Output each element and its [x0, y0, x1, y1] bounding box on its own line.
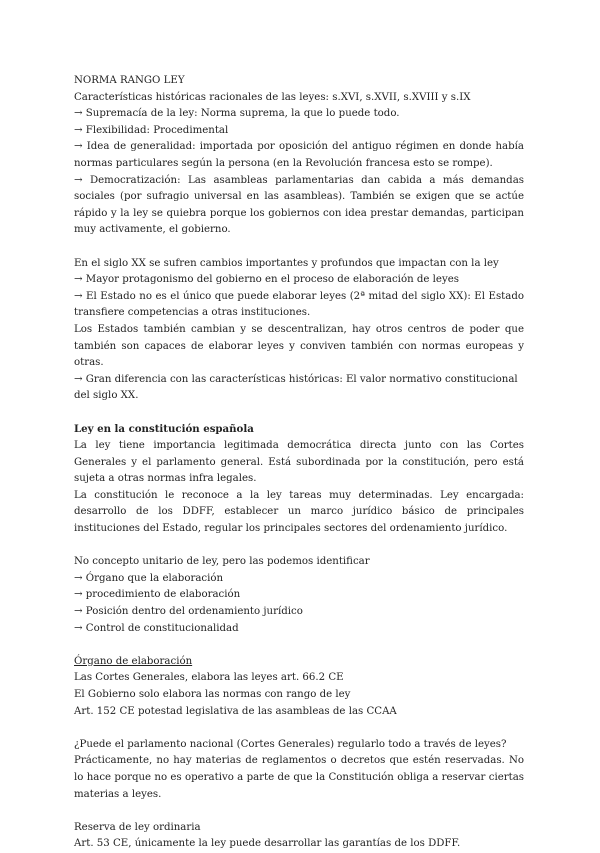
paragraph: Art. 152 CE potestad legislativa de las asambleas de las CCAA: [74, 705, 397, 717]
paragraph: La ley tiene importancia legitimada democrática directa junto con las Cortes Generales y el parlamento general. Está subordinada por la constitución, pero está sujeta a otras normas infra legales.: [74, 440, 524, 485]
list-item: → Posición dentro del ordenamiento jurídico: [74, 606, 303, 617]
section-heading: Órgano de elaboración: [74, 655, 193, 667]
paragraph: Las Cortes Generales, elabora las leyes art. 66.2 CE: [74, 672, 344, 684]
paragraph: No concepto unitario de ley, pero las podemos identificar: [74, 556, 370, 568]
question: ¿Puede el parlamento nacional (Cortes Generales) regularlo todo a través de leyes?: [74, 738, 507, 750]
list-item: → Supremacía de la ley: Norma suprema, la que lo puede todo.: [74, 108, 400, 120]
list-item: → El Estado no es el único que puede elaborar leyes (2ª mitad del siglo XX): El Estado transfiere competencias a otras instituciones.: [74, 290, 524, 319]
paragraph: El Gobierno solo elabora las normas con rango de ley: [74, 688, 351, 700]
section-heading: Reserva de ley ordinaria: [74, 821, 201, 833]
paragraph: Características históricas racionales de las leyes: s.XVI, s.XVII, s.XVIII y s.IX: [74, 91, 471, 103]
paragraph: En el siglo XX se sufren cambios importantes y profundos que impactan con la ley: [74, 257, 499, 269]
list-item: → Control de constitucionalidad: [74, 622, 239, 634]
list-item: → Mayor protagonismo del gobierno en el proceso de elaboración de leyes: [74, 274, 459, 286]
paragraph: La constitución le reconoce a la ley tareas muy determinadas. Ley encargada: desarrollo de los DDFF, establecer un marco jurídico básico de principales instituciones del Estado, regular los principales sectores del ordenamiento jurídico.: [74, 489, 524, 535]
document-title: NORMA RANGO LEY: [74, 75, 185, 86]
list-item: → Gran diferencia con las características históricas: El valor normativo constitucional del siglo XX.: [74, 373, 518, 402]
list-item: → procedimiento de elaboración: [74, 589, 241, 601]
paragraph: Prácticamente, no hay materias de reglamentos o decretos que estén reservadas. No lo hace porque no es operativo a parte de que la Constitución obliga a reservar ciertas materias a leyes.: [74, 755, 524, 800]
list-item: → Idea de generalidad: importada por oposición del antiguo régimen en donde había normas particulares según la persona (en la Revolución francesa esto se rompe).: [74, 141, 524, 169]
list-item: → Democratización: Las asambleas parlamentarias dan cabida a más demandas sociales (por sufragio universal en las asambleas). También se exigen que se actúe rápido y la ley se quiebra porque los gobiernos con idea prestar demandas, participan muy activamente, el gobierno.: [74, 174, 524, 236]
list-item: → Órgano que la elaboración: [74, 572, 224, 584]
paragraph: Los Estados también cambian y se descentralizan, hay otros centros de poder que también son capaces de elaborar leyes y conviven también con normas europeas y otras.: [74, 323, 524, 369]
list-item: → Flexibilidad: Procedimental: [74, 124, 229, 136]
section-heading: Ley en la constitución española: [74, 423, 254, 436]
paragraph: Art. 53 CE, únicamente la ley puede desarrollar las garantías de los DDFF.: [74, 838, 461, 850]
